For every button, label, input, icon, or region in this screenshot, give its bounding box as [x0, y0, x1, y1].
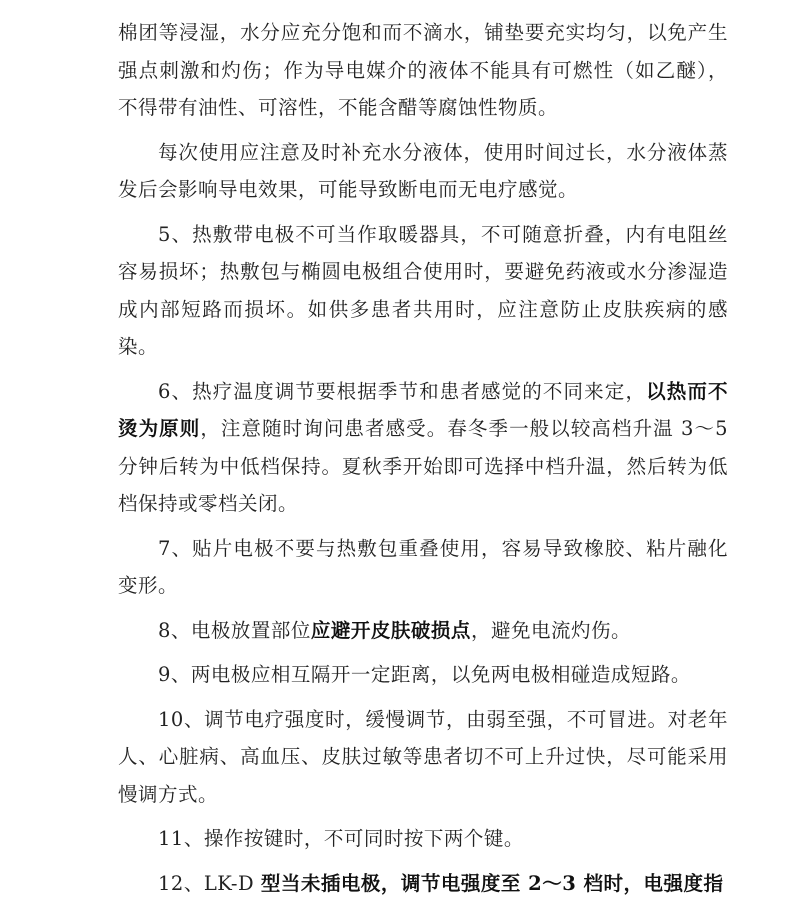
text-segment: 9、两电极应相互隔开一定距离，以免两电极相碰造成短路。	[158, 663, 691, 686]
text-segment: ，注意随时询问患者感受。春冬季一般以较高档升温 3～5 分钟后转为中低档保持。夏秋季开始即可选择中档升温，然后转为低档保持或零档关闭。	[118, 417, 728, 515]
paragraph-electrode-soaking	[118, 14, 728, 127]
text-segment: 每次使用应注意及时补充水分液体，使用时间过长，水分液体蒸发后会影响导电效果，可能导致断电而无电疗感觉。	[118, 141, 728, 202]
paragraph-item-10	[118, 701, 728, 814]
paragraph-item-12	[118, 865, 728, 902]
bold-text-segment: 以热而不烫为原则	[118, 380, 728, 441]
text-segment: 棉团等浸湿，水分应充分饱和而不滴水，铺垫要充实均匀，以免产生强点刺激和灼伤；作为导电媒介的液体不能具有可燃性（如乙醚），不得带有油性、可溶性，不能含醋等腐蚀性物质。	[118, 21, 728, 119]
text-segment: 6、热疗温度调节要根据季节和患者感觉的不同来定，	[158, 380, 646, 403]
paragraph-replenish-liquid	[118, 134, 728, 209]
paragraph-item-6	[118, 373, 728, 523]
text-segment: 5、热敷带电极不可当作取暖器具，不可随意折叠，内有电阻丝容易损坏；热敷包与椭圆电极组合使用时，要避免药液或水分渗湿造成内部短路而损坏。如供多患者共用时，应注意防止皮肤疾病的感染。	[118, 223, 728, 359]
text-segment: 8、电极放置部位	[158, 619, 311, 642]
text-segment: 12、LK-D	[158, 872, 261, 895]
paragraph-item-11	[118, 820, 728, 858]
text-segment: 7、贴片电极不要与热敷包重叠使用，容易导致橡胶、粘片融化变形。	[118, 537, 728, 598]
bold-text-segment: 应避开皮肤破损点	[311, 619, 471, 642]
paragraph-item-9	[118, 656, 728, 694]
text-segment: 11、操作按键时，不可同时按下两个键。	[158, 827, 524, 850]
text-segment: 10、调节电疗强度时，缓慢调节，由弱至强，不可冒进。对老年人、心脏病、高血压、皮肤过敏等患者切不可上升过快，尽可能采用慢调方式。	[118, 708, 728, 806]
paragraph-item-5	[118, 216, 728, 366]
paragraph-item-8	[118, 612, 728, 650]
text-segment: ，避免电流灼伤。	[471, 619, 631, 642]
bold-text-segment: 型当未插电极，调节电强度至 2～3 档时，电强度指	[261, 872, 724, 895]
paragraph-item-7	[118, 530, 728, 605]
